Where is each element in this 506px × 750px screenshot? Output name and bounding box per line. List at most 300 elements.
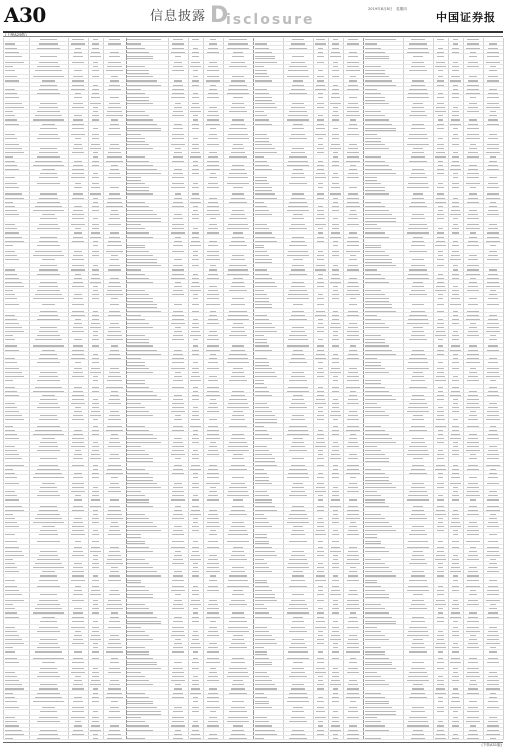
fine-print-text-placeholder bbox=[172, 183, 185, 184]
fine-print-text-placeholder bbox=[469, 237, 477, 238]
fine-print-text-placeholder bbox=[74, 430, 82, 431]
fine-print-text-placeholder bbox=[318, 697, 323, 698]
fine-print-text-placeholder bbox=[255, 214, 273, 215]
fine-print-text-placeholder bbox=[437, 668, 445, 669]
fine-print-text-placeholder bbox=[5, 391, 18, 392]
fine-print-text-placeholder bbox=[206, 214, 220, 215]
fine-print-text-placeholder bbox=[437, 103, 445, 104]
fine-print-text-placeholder bbox=[365, 543, 382, 544]
fine-print-text-placeholder bbox=[173, 469, 182, 470]
fine-print-text-placeholder bbox=[347, 202, 360, 203]
fine-print-text-placeholder bbox=[192, 304, 199, 305]
fine-print-text-placeholder bbox=[255, 350, 273, 351]
fine-print-text-placeholder bbox=[5, 80, 20, 81]
fine-print-text-placeholder bbox=[468, 465, 477, 466]
fine-print-text-placeholder bbox=[317, 298, 324, 299]
fine-print-text-placeholder bbox=[255, 183, 270, 184]
fine-print-text-placeholder bbox=[333, 198, 337, 199]
fine-print-text-placeholder bbox=[74, 278, 82, 279]
fine-print-text-placeholder bbox=[332, 586, 340, 587]
fine-print-text-placeholder bbox=[229, 604, 247, 605]
fine-print-text-placeholder bbox=[255, 676, 270, 677]
fine-print-text-placeholder bbox=[333, 668, 338, 669]
fine-print-text-placeholder bbox=[193, 608, 197, 609]
fine-print-text-placeholder bbox=[231, 62, 246, 63]
fine-print-text-placeholder bbox=[73, 103, 82, 104]
fine-print-text-placeholder bbox=[467, 380, 478, 381]
fine-print-text-placeholder bbox=[409, 358, 427, 359]
fine-print-text-placeholder bbox=[208, 541, 217, 542]
fine-print-text-placeholder bbox=[469, 210, 477, 211]
fine-print-text-placeholder bbox=[316, 668, 325, 669]
fine-print-text-placeholder bbox=[318, 454, 323, 455]
fine-print-text-placeholder bbox=[288, 430, 308, 431]
fine-print-text-placeholder bbox=[316, 39, 325, 40]
fine-print-text-placeholder bbox=[255, 450, 270, 451]
fine-print-text-placeholder bbox=[92, 165, 100, 166]
fine-print-text-placeholder bbox=[192, 232, 199, 233]
fine-print-text-placeholder bbox=[207, 522, 220, 523]
fine-print-text-placeholder bbox=[437, 551, 445, 552]
fine-print-text-placeholder bbox=[207, 563, 218, 564]
fine-print-text-placeholder bbox=[365, 495, 382, 496]
fine-print-text-placeholder bbox=[413, 458, 422, 459]
fine-print-text-placeholder bbox=[92, 491, 99, 492]
fine-print-text-placeholder bbox=[74, 499, 82, 500]
fine-print-text-placeholder bbox=[231, 286, 246, 287]
fine-print-text-placeholder bbox=[37, 586, 60, 587]
fine-print-text-placeholder bbox=[127, 495, 145, 496]
fine-print-text-placeholder bbox=[347, 134, 358, 135]
fine-print-text-placeholder bbox=[255, 73, 267, 74]
fine-print-text-placeholder bbox=[332, 362, 340, 363]
fine-print-text-placeholder bbox=[108, 465, 121, 466]
fine-print-text-placeholder bbox=[71, 269, 85, 270]
fine-print-text-placeholder bbox=[365, 274, 382, 275]
fine-print-text-placeholder bbox=[208, 469, 217, 470]
fine-print-text-placeholder bbox=[255, 247, 264, 248]
fine-print-text-placeholder bbox=[332, 228, 340, 229]
fine-print-text-placeholder bbox=[293, 662, 302, 663]
fine-print-text-placeholder bbox=[318, 278, 323, 279]
fine-print-text-placeholder bbox=[229, 111, 247, 112]
fine-print-text-placeholder bbox=[469, 730, 477, 731]
fine-print-text-placeholder bbox=[127, 442, 161, 443]
fine-print-text-placeholder bbox=[437, 124, 444, 125]
fine-print-text-placeholder bbox=[365, 617, 393, 618]
fine-print-text-placeholder bbox=[5, 111, 13, 112]
fine-print-text-placeholder bbox=[409, 134, 427, 135]
fine-print-text-placeholder bbox=[333, 399, 338, 400]
fine-print-text-placeholder bbox=[348, 372, 357, 373]
fine-print-text-placeholder bbox=[209, 241, 217, 242]
fine-print-text-placeholder bbox=[93, 39, 98, 40]
fine-print-text-placeholder bbox=[467, 354, 478, 355]
fine-print-text-placeholder bbox=[317, 594, 324, 595]
fine-print-text-placeholder bbox=[192, 483, 199, 484]
fine-print-text-placeholder bbox=[466, 138, 480, 139]
fine-print-text-placeholder bbox=[35, 387, 62, 388]
fine-print-text-placeholder bbox=[315, 672, 325, 673]
fine-print-text-placeholder bbox=[110, 278, 119, 279]
fine-print-text-placeholder bbox=[227, 274, 250, 275]
fine-print-text-placeholder bbox=[192, 711, 200, 712]
fine-print-text-placeholder bbox=[347, 688, 358, 689]
fine-print-text-placeholder bbox=[318, 97, 323, 98]
fine-print-text-placeholder bbox=[489, 518, 497, 519]
fine-print-text-placeholder bbox=[365, 224, 378, 225]
fine-print-text-placeholder bbox=[91, 411, 100, 412]
fine-print-text-placeholder bbox=[409, 697, 427, 698]
fine-print-text-placeholder bbox=[74, 563, 82, 564]
fine-print-text-placeholder bbox=[292, 575, 304, 576]
fine-print-text-placeholder bbox=[209, 152, 217, 153]
fine-print-text-placeholder bbox=[73, 639, 82, 640]
fine-print-text-placeholder bbox=[74, 339, 82, 340]
fine-print-text-placeholder bbox=[209, 555, 217, 556]
fine-print-text-placeholder bbox=[93, 693, 98, 694]
fine-print-text-placeholder bbox=[255, 269, 267, 270]
fine-print-text-placeholder bbox=[174, 169, 182, 170]
fine-print-text-placeholder bbox=[289, 559, 307, 560]
fine-print-text-placeholder bbox=[173, 487, 182, 488]
fine-print-text-placeholder bbox=[408, 362, 428, 363]
fine-print-text-placeholder bbox=[190, 202, 200, 203]
fine-print-text-placeholder bbox=[5, 407, 18, 408]
fine-print-text-placeholder bbox=[74, 411, 82, 412]
fine-print-text-placeholder bbox=[5, 697, 15, 698]
fine-print-text-placeholder bbox=[318, 339, 323, 340]
fine-print-text-placeholder bbox=[40, 85, 56, 86]
fine-print-text-placeholder bbox=[438, 255, 443, 256]
fine-print-text-placeholder bbox=[42, 304, 55, 305]
fine-print-text-placeholder bbox=[71, 672, 85, 673]
fine-print-text-placeholder bbox=[206, 526, 220, 527]
fine-print-text-placeholder bbox=[409, 580, 427, 581]
page-header bbox=[0, 0, 506, 30]
fine-print-text-placeholder bbox=[288, 115, 308, 116]
fine-print-text-placeholder bbox=[467, 717, 480, 718]
fine-print-text-placeholder bbox=[93, 734, 97, 735]
fine-print-text-placeholder bbox=[127, 161, 149, 162]
fine-print-text-placeholder bbox=[292, 621, 304, 622]
fine-print-text-placeholder bbox=[39, 419, 59, 420]
fine-print-text-placeholder bbox=[5, 518, 15, 519]
fine-print-text-placeholder bbox=[332, 345, 340, 346]
fine-print-text-placeholder bbox=[207, 144, 218, 145]
fine-print-text-placeholder bbox=[209, 672, 217, 673]
fine-print-text-placeholder bbox=[365, 103, 389, 104]
fine-print-text-placeholder bbox=[365, 345, 389, 346]
fine-print-text-placeholder bbox=[174, 555, 182, 556]
fine-print-text-placeholder bbox=[255, 141, 270, 142]
fine-print-text-placeholder bbox=[127, 721, 145, 722]
fine-print-text-placeholder bbox=[437, 438, 444, 439]
fine-print-text-placeholder bbox=[174, 510, 182, 511]
fine-print-text-placeholder bbox=[347, 62, 358, 63]
fine-print-text-placeholder bbox=[255, 362, 270, 363]
fine-print-text-placeholder bbox=[451, 522, 460, 523]
fine-print-text-placeholder bbox=[209, 358, 217, 359]
fine-print-text-placeholder bbox=[468, 198, 477, 199]
fine-print-text-placeholder bbox=[468, 483, 477, 484]
fine-print-text-placeholder bbox=[315, 717, 325, 718]
fine-print-text-placeholder bbox=[469, 148, 477, 149]
fine-print-text-placeholder bbox=[365, 430, 385, 431]
fine-print-text-placeholder bbox=[210, 85, 216, 86]
fine-print-text-placeholder bbox=[450, 350, 460, 351]
fine-print-text-placeholder bbox=[350, 567, 356, 568]
fine-print-text-placeholder bbox=[209, 419, 217, 420]
fine-print-text-placeholder bbox=[318, 387, 323, 388]
fine-print-text-placeholder bbox=[192, 323, 199, 324]
fine-print-text-placeholder bbox=[127, 265, 161, 266]
fine-print-text-placeholder bbox=[172, 407, 185, 408]
fine-print-text-placeholder bbox=[92, 206, 99, 207]
fine-print-text-placeholder bbox=[346, 161, 360, 162]
fine-print-text-placeholder bbox=[437, 232, 444, 233]
fine-print-text-placeholder bbox=[452, 97, 460, 98]
fine-print-text-placeholder bbox=[255, 237, 275, 238]
fine-print-text-placeholder bbox=[33, 567, 64, 568]
fine-print-text-placeholder bbox=[227, 495, 250, 496]
fine-print-text-placeholder bbox=[437, 707, 444, 708]
fine-print-text-placeholder bbox=[409, 387, 427, 388]
fine-print-text-placeholder bbox=[348, 730, 357, 731]
fine-print-text-placeholder bbox=[330, 506, 340, 507]
fine-print-text-placeholder bbox=[108, 89, 121, 90]
fine-print-text-placeholder bbox=[467, 647, 478, 648]
fine-print-text-placeholder bbox=[127, 680, 149, 681]
fine-print-text-placeholder bbox=[40, 442, 56, 443]
fine-print-text-placeholder bbox=[365, 676, 382, 677]
fine-print-text-placeholder bbox=[172, 224, 183, 225]
fine-print-text-placeholder bbox=[348, 621, 357, 622]
fine-print-text-placeholder bbox=[332, 255, 340, 256]
fine-print-text-placeholder bbox=[318, 563, 323, 564]
fine-print-text-placeholder bbox=[229, 265, 247, 266]
fine-print-text-placeholder bbox=[452, 156, 459, 157]
fine-print-text-placeholder bbox=[231, 259, 246, 260]
fine-print-text-placeholder bbox=[190, 380, 200, 381]
fine-print-text-placeholder bbox=[92, 651, 99, 652]
fine-print-text-placeholder bbox=[365, 738, 382, 739]
table-caption: (上接A29版) bbox=[5, 32, 27, 37]
fine-print-text-placeholder bbox=[349, 635, 357, 636]
fine-print-text-placeholder bbox=[316, 487, 325, 488]
fine-print-text-placeholder bbox=[127, 426, 145, 427]
fine-print-text-placeholder bbox=[207, 518, 218, 519]
fine-print-text-placeholder bbox=[332, 518, 339, 519]
fine-print-text-placeholder bbox=[467, 265, 478, 266]
fine-print-text-placeholder bbox=[413, 594, 422, 595]
fine-print-text-placeholder bbox=[193, 362, 198, 363]
fine-print-text-placeholder bbox=[173, 621, 182, 622]
fine-print-text-placeholder bbox=[90, 415, 100, 416]
fine-print-text-placeholder bbox=[437, 56, 445, 57]
fine-print-text-placeholder bbox=[412, 198, 424, 199]
fine-print-text-placeholder bbox=[469, 594, 477, 595]
fine-print-text-placeholder bbox=[207, 232, 218, 233]
fine-print-text-placeholder bbox=[333, 734, 337, 735]
fine-print-text-placeholder bbox=[255, 56, 275, 57]
fine-print-text-placeholder bbox=[5, 362, 18, 363]
fine-print-text-placeholder bbox=[231, 198, 246, 199]
fine-print-text-placeholder bbox=[232, 193, 244, 194]
fine-print-text-placeholder bbox=[37, 738, 60, 739]
fine-print-text-placeholder bbox=[488, 183, 497, 184]
fine-print-text-placeholder bbox=[37, 48, 60, 49]
fine-print-text-placeholder bbox=[39, 446, 59, 447]
fine-print-text-placeholder bbox=[209, 446, 217, 447]
fine-print-text-placeholder bbox=[5, 298, 18, 299]
fine-print-text-placeholder bbox=[172, 717, 183, 718]
fine-print-text-placeholder bbox=[255, 187, 273, 188]
fine-print-text-placeholder bbox=[110, 438, 119, 439]
fine-print-text-placeholder bbox=[293, 483, 302, 484]
fine-print-text-placeholder bbox=[346, 206, 360, 207]
fine-print-text-placeholder bbox=[470, 590, 476, 591]
fine-print-text-placeholder bbox=[255, 403, 267, 404]
fine-print-text-placeholder bbox=[292, 415, 304, 416]
fine-print-text-placeholder bbox=[332, 522, 340, 523]
fine-print-text-placeholder bbox=[229, 514, 247, 515]
fine-print-text-placeholder bbox=[127, 141, 145, 142]
fine-print-text-placeholder bbox=[255, 582, 267, 583]
fine-print-text-placeholder bbox=[365, 717, 378, 718]
fine-print-text-placeholder bbox=[5, 152, 25, 153]
fine-print-text-placeholder bbox=[74, 651, 82, 652]
fine-print-text-placeholder bbox=[291, 134, 306, 135]
fine-print-text-placeholder bbox=[73, 298, 82, 299]
fine-print-text-placeholder bbox=[39, 152, 59, 153]
fine-print-text-placeholder bbox=[255, 391, 270, 392]
fine-print-text-placeholder bbox=[292, 442, 304, 443]
fine-print-text-placeholder bbox=[210, 218, 216, 219]
fine-print-text-placeholder bbox=[5, 707, 20, 708]
fine-print-text-placeholder bbox=[171, 635, 185, 636]
fine-print-text-placeholder bbox=[438, 434, 443, 435]
fine-print-text-placeholder bbox=[467, 668, 478, 669]
fine-print-text-placeholder bbox=[91, 232, 100, 233]
fine-print-text-placeholder bbox=[127, 703, 153, 704]
fine-print-text-placeholder bbox=[438, 608, 442, 609]
fine-print-text-placeholder bbox=[487, 458, 500, 459]
fine-print-text-placeholder bbox=[365, 438, 393, 439]
fine-print-text-placeholder bbox=[365, 141, 382, 142]
fine-print-text-placeholder bbox=[127, 362, 145, 363]
fine-print-text-placeholder bbox=[292, 506, 304, 507]
fine-print-text-placeholder bbox=[489, 627, 497, 628]
fine-print-text-placeholder bbox=[255, 97, 273, 98]
fine-print-text-placeholder bbox=[92, 407, 100, 408]
fine-print-text-placeholder bbox=[37, 631, 60, 632]
fine-print-text-placeholder bbox=[255, 680, 273, 681]
fine-print-text-placeholder bbox=[365, 327, 389, 328]
fine-print-text-placeholder bbox=[127, 621, 161, 622]
fine-print-text-placeholder bbox=[193, 119, 198, 120]
fine-print-text-placeholder bbox=[288, 206, 308, 207]
fine-print-text-placeholder bbox=[127, 526, 157, 527]
fine-print-text-placeholder bbox=[5, 259, 20, 260]
fine-print-text-placeholder bbox=[40, 594, 56, 595]
fine-print-text-placeholder bbox=[407, 187, 430, 188]
fine-print-text-placeholder bbox=[346, 251, 360, 252]
fine-print-text-placeholder bbox=[127, 80, 157, 81]
fine-print-text-placeholder bbox=[232, 298, 244, 299]
fine-print-text-placeholder bbox=[292, 594, 304, 595]
fine-print-text-placeholder bbox=[255, 335, 264, 336]
fine-print-text-placeholder bbox=[437, 639, 445, 640]
fine-print-text-placeholder bbox=[437, 218, 445, 219]
fine-print-text-placeholder bbox=[5, 134, 15, 135]
fine-print-text-placeholder bbox=[231, 419, 246, 420]
fine-print-text-placeholder bbox=[175, 237, 181, 238]
fine-print-text-placeholder bbox=[347, 469, 360, 470]
fine-print-text-placeholder bbox=[33, 76, 64, 77]
fine-print-text-placeholder bbox=[452, 604, 459, 605]
fine-print-text-placeholder bbox=[193, 631, 198, 632]
fine-print-text-placeholder bbox=[332, 274, 340, 275]
fine-print-text-placeholder bbox=[5, 177, 15, 178]
fine-print-text-placeholder bbox=[318, 586, 322, 587]
fine-print-text-placeholder bbox=[289, 183, 307, 184]
fine-print-text-placeholder bbox=[92, 672, 99, 673]
fine-print-text-placeholder bbox=[74, 187, 82, 188]
fine-print-text-placeholder bbox=[350, 210, 356, 211]
fine-print-text-placeholder bbox=[110, 368, 119, 369]
fine-print-text-placeholder bbox=[453, 43, 458, 44]
fine-print-text-placeholder bbox=[333, 286, 337, 287]
fine-print-text-placeholder bbox=[93, 128, 98, 129]
fine-print-text-placeholder bbox=[332, 672, 339, 673]
fine-print-text-placeholder bbox=[452, 115, 460, 116]
fine-print-text-placeholder bbox=[111, 345, 118, 346]
fine-print-text-placeholder bbox=[190, 111, 200, 112]
fine-print-text-placeholder bbox=[255, 43, 267, 44]
fine-print-text-placeholder bbox=[453, 128, 457, 129]
fine-print-text-placeholder bbox=[255, 58, 275, 59]
fine-print-text-placeholder bbox=[109, 730, 120, 731]
fine-print-text-placeholder bbox=[173, 668, 182, 669]
fine-print-text-placeholder bbox=[438, 697, 442, 698]
fine-print-text-placeholder bbox=[40, 530, 56, 531]
fine-print-text-placeholder bbox=[255, 138, 270, 139]
fine-print-text-placeholder bbox=[437, 571, 444, 572]
fine-print-text-placeholder bbox=[255, 730, 275, 731]
fine-print-text-placeholder bbox=[490, 66, 496, 67]
fine-print-text-placeholder bbox=[411, 514, 426, 515]
fine-print-text-placeholder bbox=[349, 187, 357, 188]
fine-print-text-placeholder bbox=[111, 658, 118, 659]
fine-print-text-placeholder bbox=[453, 446, 458, 447]
fine-print-text-placeholder bbox=[191, 555, 200, 556]
fine-print-text-placeholder bbox=[231, 526, 246, 527]
fine-print-text-placeholder bbox=[127, 315, 141, 316]
fine-print-text-placeholder bbox=[437, 350, 444, 351]
fine-print-text-placeholder bbox=[255, 717, 267, 718]
fine-print-text-placeholder bbox=[35, 651, 62, 652]
fine-print-text-placeholder bbox=[192, 278, 199, 279]
fine-print-text-placeholder bbox=[452, 590, 460, 591]
fine-print-text-placeholder bbox=[232, 551, 244, 552]
fine-print-text-placeholder bbox=[289, 721, 307, 722]
fine-print-text-placeholder bbox=[74, 518, 82, 519]
fine-print-text-placeholder bbox=[5, 107, 25, 108]
fine-print-text-placeholder bbox=[348, 237, 357, 238]
fine-print-text-placeholder bbox=[467, 134, 480, 135]
fine-print-text-placeholder bbox=[365, 372, 389, 373]
